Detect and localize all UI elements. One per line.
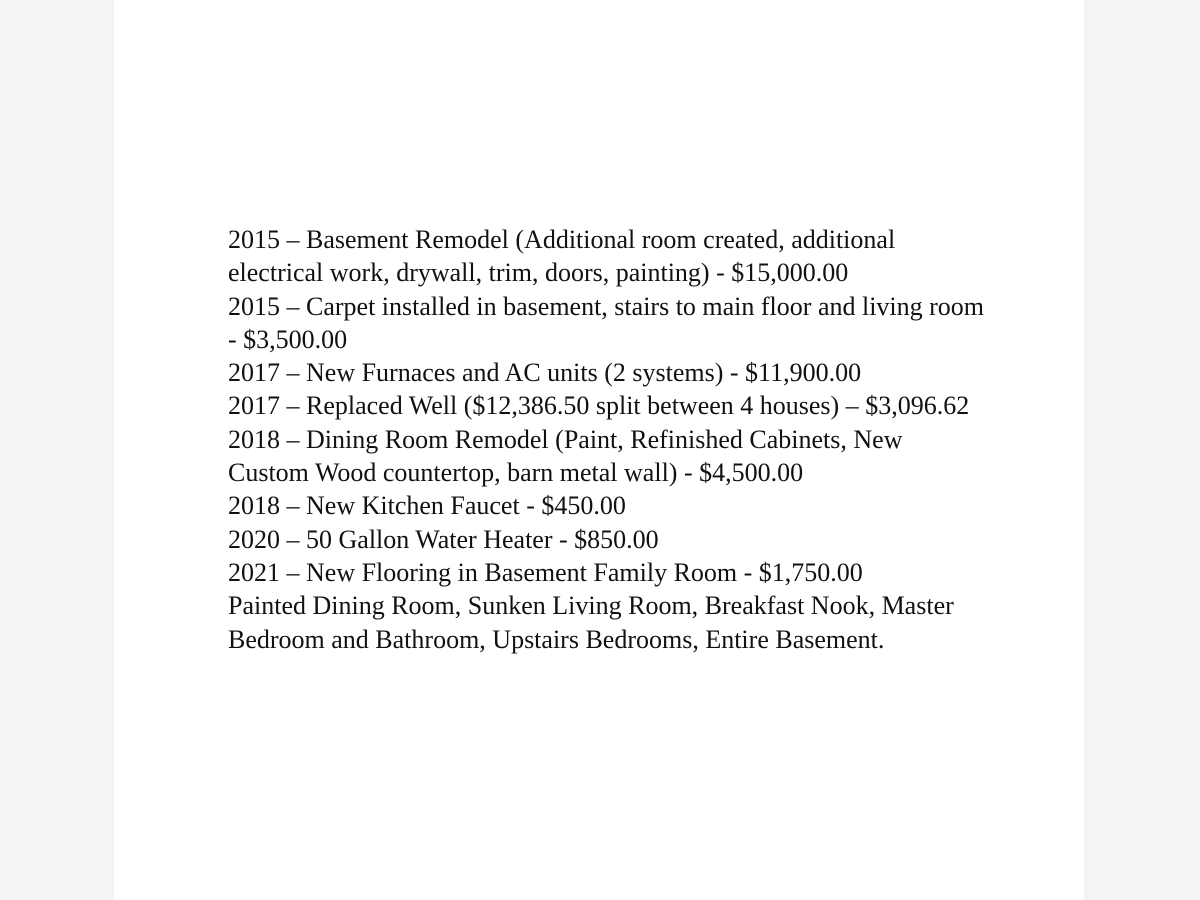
improvement-entry-2021-flooring: 2021 – New Flooring in Basement Family Room - $1,750.00	[228, 557, 863, 587]
improvement-entry-2017-well: 2017 – Replaced Well ($12,386.50 split between 4 houses) – $3,096.62	[228, 391, 970, 421]
improvements-list	[228, 223, 988, 656]
painted-rooms-note: Painted Dining Room, Sunken Living Room, Breakfast Nook, Master Bedroom and Bathroom, Upstairs Bedrooms, Entire Basement.	[228, 591, 954, 654]
improvement-entry-2020-water-heater: 2020 – 50 Gallon Water Heater - $850.00	[228, 524, 659, 554]
document-page	[114, 0, 1084, 900]
improvement-entry-2017-furnaces: 2017 – New Furnaces and AC units (2 systems) - $11,900.00	[228, 358, 862, 388]
improvement-entry-2018-faucet: 2018 – New Kitchen Faucet - $450.00	[228, 491, 626, 521]
improvement-entry-2015-carpet: 2015 – Carpet installed in basement, stairs to main floor and living room - $3,500.00	[228, 291, 985, 354]
improvement-entry-2015-basement-remodel: 2015 – Basement Remodel (Additional room created, additional electrical work, drywall, trim, doors, painting) - $15,000.00	[228, 225, 896, 288]
improvement-entry-2018-dining-room: 2018 – Dining Room Remodel (Paint, Refinished Cabinets, New Custom Wood countertop, barn metal wall) - $4,500.00	[228, 424, 903, 488]
